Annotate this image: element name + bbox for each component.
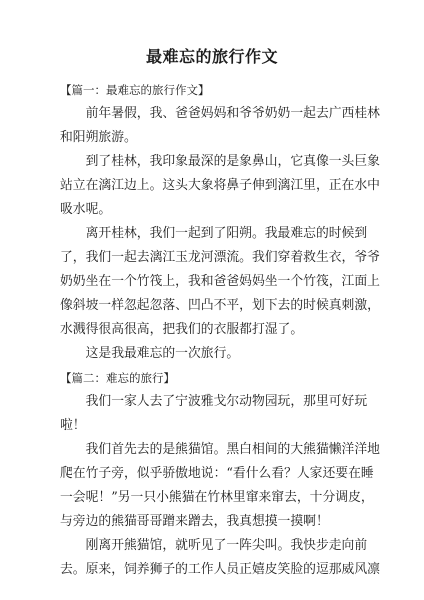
text-line: 我们首先去的是熊猫馆。黑白相间的大熊猫懒洋洋地 xyxy=(60,442,380,457)
heading-text: 【篇二：难忘的旅行】 xyxy=(60,371,175,385)
text-line: 这是我最难忘的一次旅行。 xyxy=(60,346,240,361)
paragraph xyxy=(60,222,380,342)
text-line: 站立在漓江边上。这头大象将鼻子伸到漓江里，正在水中 xyxy=(60,178,380,193)
text-line: 刚离开熊猫馆，就听见了一阵尖叫。我快步走向前 xyxy=(60,538,368,553)
text-line: 前年暑假，我、爸爸妈妈和爷爷奶奶一起去广西桂林 xyxy=(60,106,380,121)
paragraph xyxy=(60,534,380,582)
text-line: 和阳朔旅游。 xyxy=(60,130,137,145)
text-line: 离开桂林，我们一起到了阳朔。我最难忘的时候到 xyxy=(60,226,368,241)
text-line: 我们一家人去了宁波雅戈尔动物园玩，那里可好玩 xyxy=(60,394,368,409)
text-line: 一会呢！”另一只小熊猫在竹林里窜来窜去，十分调皮， xyxy=(60,490,374,505)
document-body xyxy=(60,78,380,582)
paragraph xyxy=(60,342,380,366)
text-line: 水溅得很高很高，把我们的衣服都打湿了。 xyxy=(60,322,304,337)
text-line: 与旁边的熊猫哥哥蹭来蹭去，我真想摸一摸啊！ xyxy=(60,514,329,529)
paragraph xyxy=(60,438,380,534)
heading-text: 【篇一：最难忘的旅行作文】 xyxy=(60,83,210,97)
paragraph xyxy=(60,102,380,150)
text-line: 到了桂林，我印象最深的是象鼻山，它真像一头巨象 xyxy=(60,154,380,169)
text-line: 像斜坡一样忽起忽落、凹凸不平，划下去的时候真刺激， xyxy=(60,298,380,313)
section-heading xyxy=(60,78,380,102)
section-heading xyxy=(60,366,380,390)
text-line: 了，我们一起去漓江玉龙河漂流。我们穿着救生衣，爷爷 xyxy=(60,250,380,265)
text-line: 奶奶坐在一个竹筏上，我和爸爸妈妈坐一个竹筏，江面上 xyxy=(60,274,380,289)
text-line: 啦！ xyxy=(60,418,86,433)
paragraph xyxy=(60,150,380,222)
text-line: 吸水呢。 xyxy=(60,202,112,217)
text-line: 去。原来，饲养狮子的工作人员正嬉皮笑脸的逗那威风凛 xyxy=(60,562,380,577)
document-title: 最难忘的旅行作文 xyxy=(145,47,278,66)
text-line: 爬在竹子旁，似乎骄傲地说：“看什么看？人家还要在睡 xyxy=(60,466,374,481)
paragraph xyxy=(60,390,380,438)
